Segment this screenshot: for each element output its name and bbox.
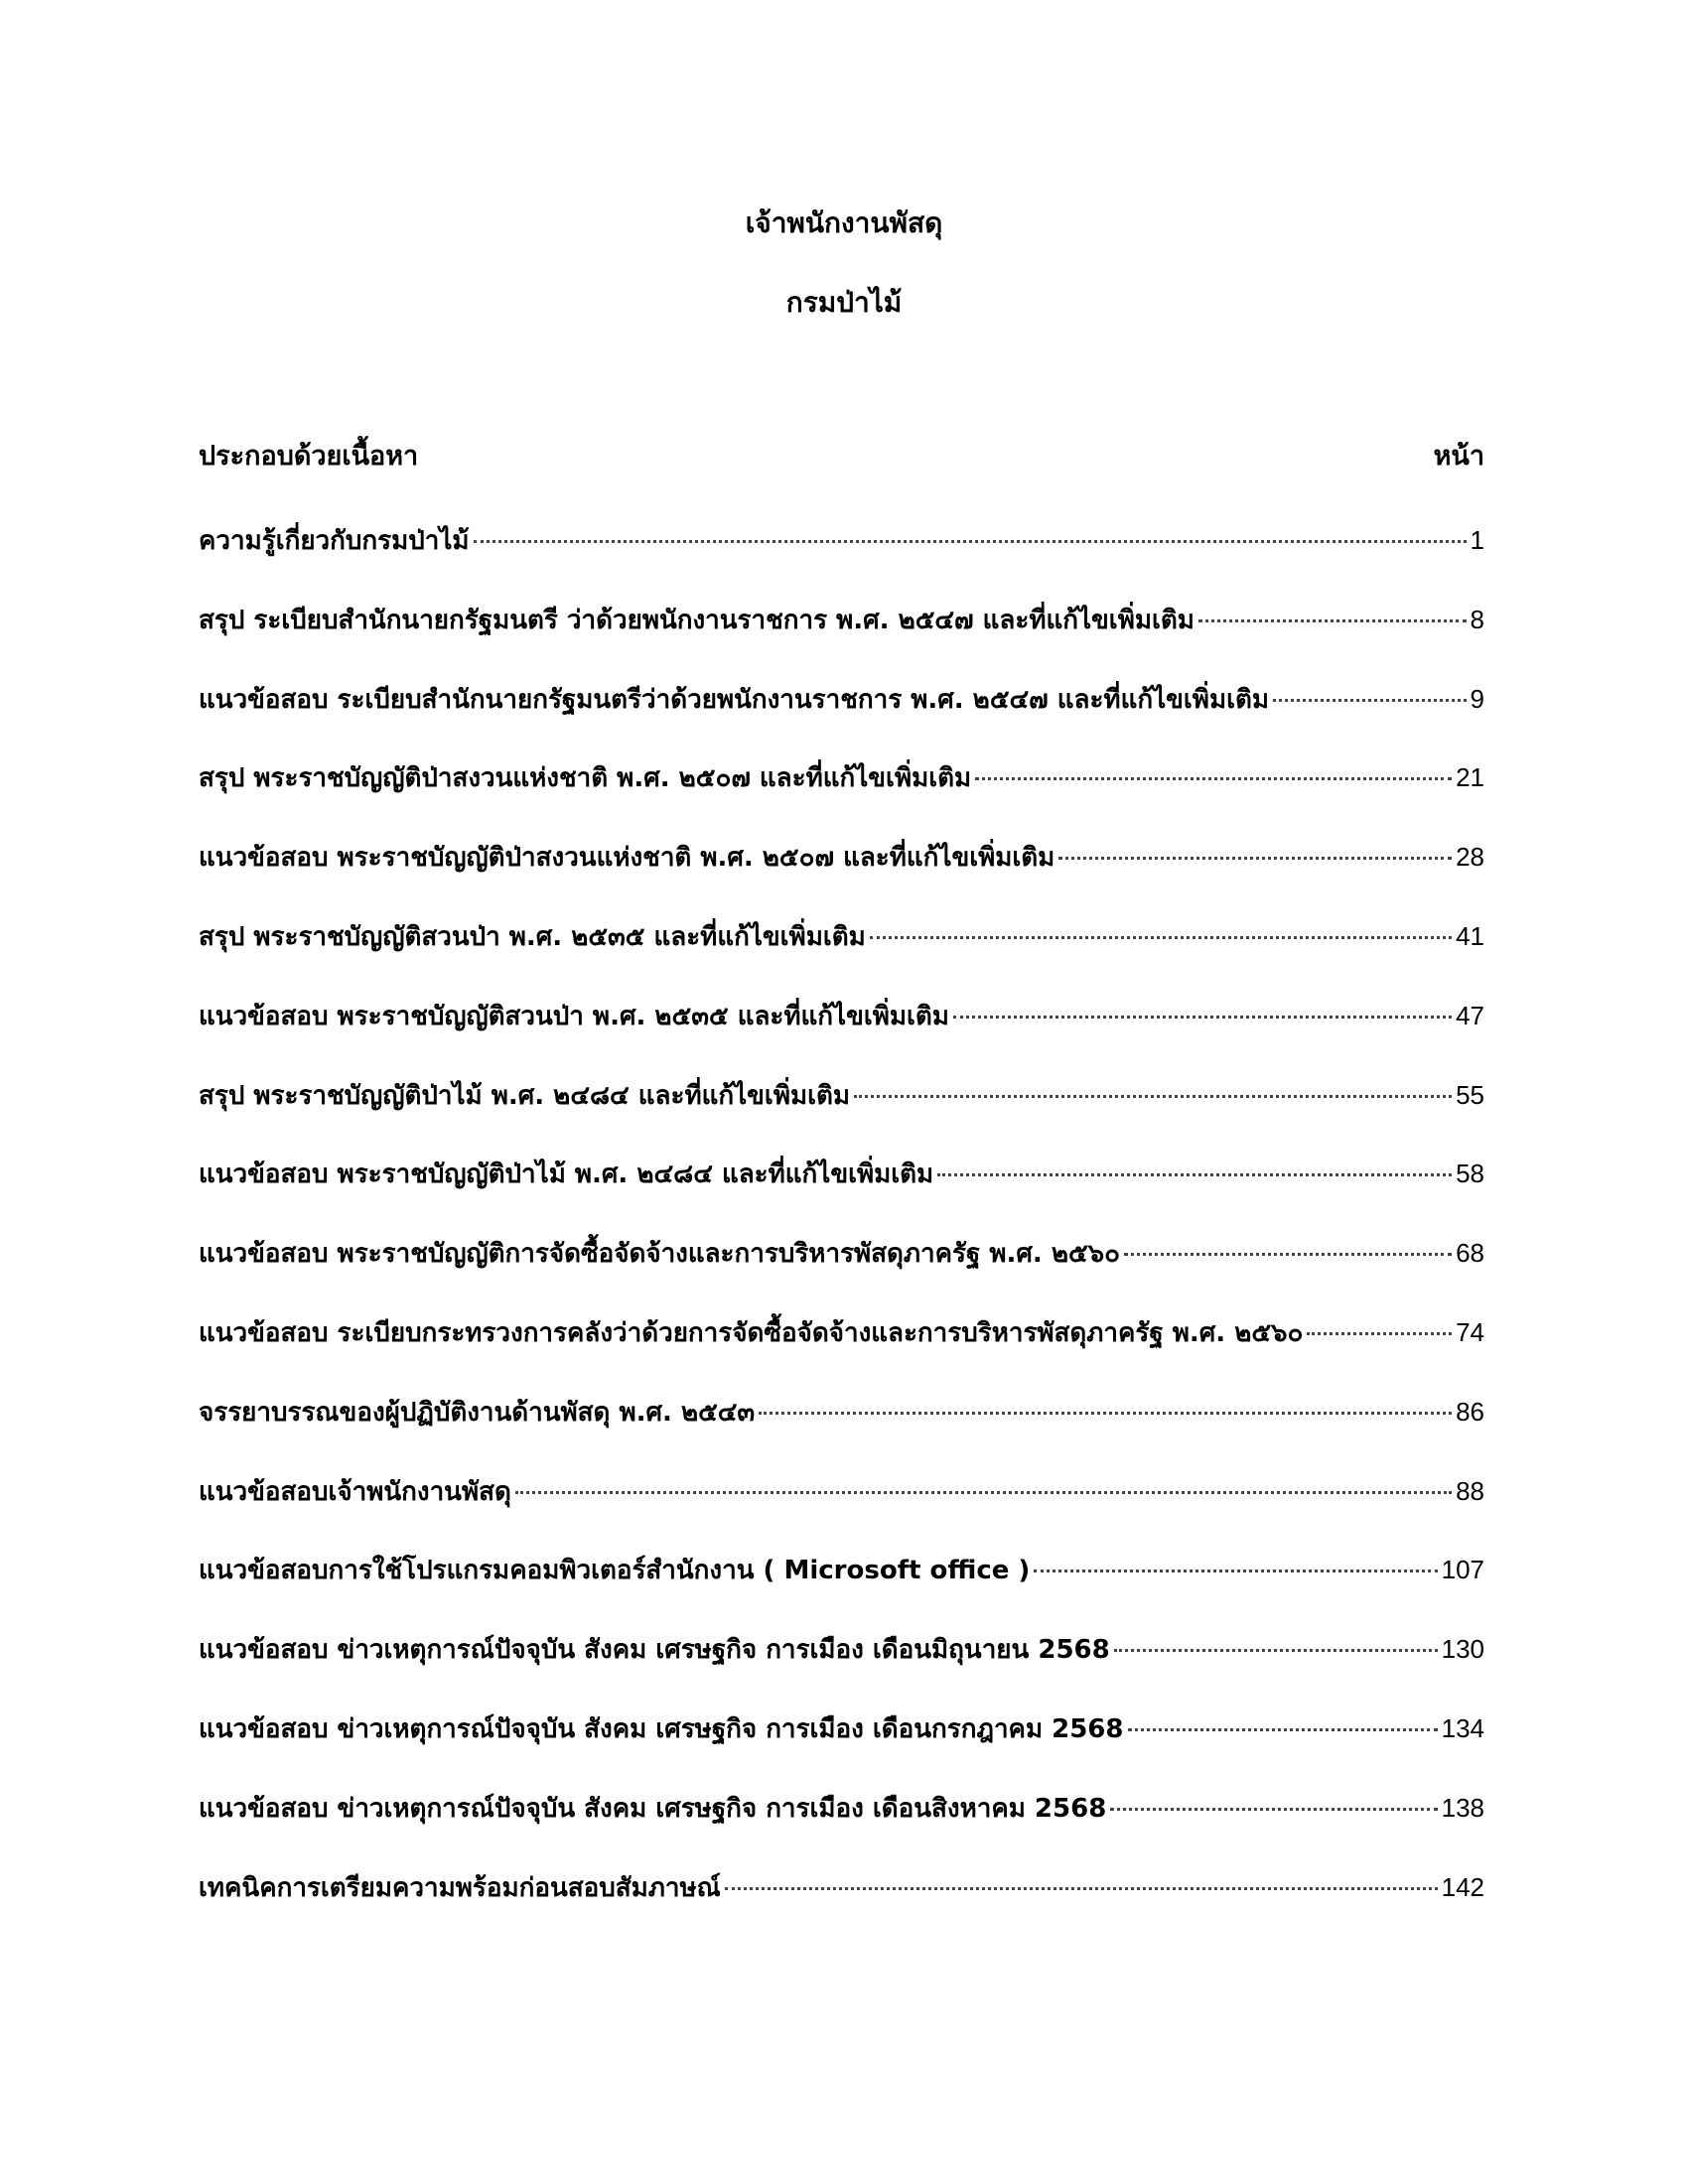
toc-dot-leader xyxy=(759,1386,1452,1415)
toc-entry-page: 1 xyxy=(1470,525,1484,555)
toc-entry-page: 134 xyxy=(1441,1712,1484,1743)
document-title: เจ้าพนักงานพัสดุ xyxy=(745,206,943,239)
toc-entry xyxy=(199,837,1484,916)
toc-entry-label: แนวข้อสอบการใช้โปรแกรมคอมพิวเตอร์สำนักงาน ( Microsoft office ) xyxy=(199,1556,1031,1586)
toc-dot-leader xyxy=(1058,831,1452,860)
toc-entry-page: 74 xyxy=(1456,1316,1484,1347)
toc-entry-label: เทคนิคการเตรียมความพร้อมก่อนสอบสัมภาษณ์ xyxy=(199,1872,721,1903)
toc-dot-leader xyxy=(1128,1703,1438,1731)
toc-entry-page: 88 xyxy=(1456,1475,1484,1506)
toc-dot-leader xyxy=(1273,673,1467,702)
toc-entry-page: 142 xyxy=(1441,1871,1484,1902)
toc-entry-label: แนวข้อสอบ พระราชบัญญัติการจัดซื้อจัดจ้างและการบริหารพัสดุภาครัฐ พ.ศ. ๒๕๖๐ xyxy=(199,1239,1121,1270)
toc-entry xyxy=(199,1154,1484,1233)
toc-entry-page: 8 xyxy=(1470,604,1484,634)
toc-dot-leader xyxy=(1110,1782,1437,1811)
toc-entry xyxy=(199,1550,1484,1629)
toc-dot-leader xyxy=(937,1148,1452,1176)
toc-entry xyxy=(199,1788,1484,1867)
toc-entry-label: แนวข้อสอบ พระราชบัญญัติสวนป่า พ.ศ. ๒๕๓๕ และที่แก้ไขเพิ่มเติม xyxy=(199,1001,949,1031)
toc-dot-leader xyxy=(1198,594,1467,622)
toc-header xyxy=(199,437,1484,478)
toc-dot-leader xyxy=(515,1465,1452,1494)
toc-entry xyxy=(199,1233,1484,1312)
toc-dot-leader xyxy=(1114,1623,1438,1652)
toc-dot-leader xyxy=(870,910,1452,939)
toc-entry-page: 55 xyxy=(1456,1079,1484,1110)
table-of-contents xyxy=(199,437,1484,1946)
toc-entry xyxy=(199,600,1484,679)
toc-entry-label: แนวข้อสอบ ข่าวเหตุการณ์ปัจจุบัน สังคม เศรษฐกิจ การเมือง เดือนสิงหาคม 2568 xyxy=(199,1793,1107,1824)
toc-entry-page: 130 xyxy=(1441,1634,1484,1665)
toc-entry-label: แนวข้อสอบเจ้าพนักงานพัสดุ xyxy=(199,1476,511,1507)
toc-entry-label: สรุป พระราชบัญญัติสวนป่า พ.ศ. ๒๕๓๕ และที่แก้ไขเพิ่มเติม xyxy=(199,921,866,952)
toc-list xyxy=(199,520,1484,1946)
document-subtitle: กรมป่าไม้ xyxy=(785,286,903,319)
toc-entry-page: 138 xyxy=(1441,1792,1484,1823)
toc-dot-leader xyxy=(1034,1544,1437,1572)
toc-entry-label: แนวข้อสอบ ข่าวเหตุการณ์ปัจจุบัน สังคม เศรษฐกิจ การเมือง เดือนมิถุนายน 2568 xyxy=(199,1635,1110,1666)
toc-entry-page: 47 xyxy=(1456,1000,1484,1030)
toc-entry-page: 21 xyxy=(1456,762,1484,793)
toc-dot-leader xyxy=(975,751,1452,780)
toc-header-contents: ประกอบด้วยเนื้อหา xyxy=(199,441,419,472)
toc-entry xyxy=(199,916,1484,996)
toc-dot-leader xyxy=(953,990,1452,1019)
toc-entry xyxy=(199,1312,1484,1392)
toc-entry-label: สรุป พระราชบัญญัติป่าไม้ พ.ศ. ๒๔๘๔ และที่แก้ไขเพิ่มเติม xyxy=(199,1080,851,1111)
toc-entry-page: 68 xyxy=(1456,1238,1484,1269)
toc-header-page: หน้า xyxy=(1433,441,1484,472)
toc-entry xyxy=(199,1629,1484,1708)
toc-entry-label: ความรู้เกี่ยวกับกรมป่าไม้ xyxy=(199,526,470,556)
toc-entry-label: สรุป ระเบียบสำนักนายกรัฐมนตรี ว่าด้วยพนักงานราชการ พ.ศ. ๒๕๔๗ และที่แก้ไขเพิ่มเติม xyxy=(199,605,1195,635)
toc-entry-page: 86 xyxy=(1456,1396,1484,1427)
toc-entry xyxy=(199,679,1484,758)
toc-entry-page: 9 xyxy=(1470,683,1484,714)
toc-entry xyxy=(199,757,1484,837)
toc-entry-label: สรุป พระราชบัญญัติป่าสงวนแห่งชาติ พ.ศ. ๒๕๐๗ และที่แก้ไขเพิ่มเติม xyxy=(199,763,972,794)
toc-dot-leader xyxy=(854,1069,1452,1098)
toc-dot-leader xyxy=(1307,1306,1452,1335)
toc-entry xyxy=(199,1471,1484,1551)
toc-entry-label: แนวข้อสอบ ระเบียบกระทรวงการคลังว่าด้วยการจัดซื้อจัดจ้างและการบริหารพัสดุภาครัฐ พ.ศ. ๒๕๖๐ xyxy=(199,1317,1304,1348)
toc-entry-page: 107 xyxy=(1441,1555,1484,1585)
toc-entry xyxy=(199,520,1484,600)
toc-entry xyxy=(199,1708,1484,1788)
toc-dot-leader xyxy=(725,1861,1438,1890)
toc-entry xyxy=(199,1867,1484,1947)
toc-entry-label: แนวข้อสอบ ข่าวเหตุการณ์ปัจจุบัน สังคม เศรษฐกิจ การเมือง เดือนกรกฎาคม 2568 xyxy=(199,1713,1124,1744)
toc-entry-page: 41 xyxy=(1456,920,1484,951)
toc-entry-page: 58 xyxy=(1456,1159,1484,1189)
toc-entry-label: จรรยาบรรณของผู้ปฏิบัติงานด้านพัสดุ พ.ศ. ๒๕๔๓ xyxy=(199,1397,756,1428)
toc-entry-label: แนวข้อสอบ พระราชบัญญัติป่าไม้ พ.ศ. ๒๔๘๔ และที่แก้ไขเพิ่มเติม xyxy=(199,1160,934,1190)
toc-entry-label: แนวข้อสอบ พระราชบัญญัติป่าสงวนแห่งชาติ พ.ศ. ๒๕๐๗ และที่แก้ไขเพิ่มเติม xyxy=(199,843,1055,874)
toc-dot-leader xyxy=(1124,1227,1452,1256)
toc-entry-page: 28 xyxy=(1456,842,1484,873)
toc-entry xyxy=(199,996,1484,1075)
toc-entry xyxy=(199,1392,1484,1471)
toc-entry-label: แนวข้อสอบ ระเบียบสำนักนายกรัฐมนตรีว่าด้วยพนักงานราชการ พ.ศ. ๒๕๔๗ และที่แก้ไขเพิ่มเติม xyxy=(199,684,1269,715)
toc-entry xyxy=(199,1075,1484,1155)
toc-dot-leader xyxy=(474,514,1467,543)
